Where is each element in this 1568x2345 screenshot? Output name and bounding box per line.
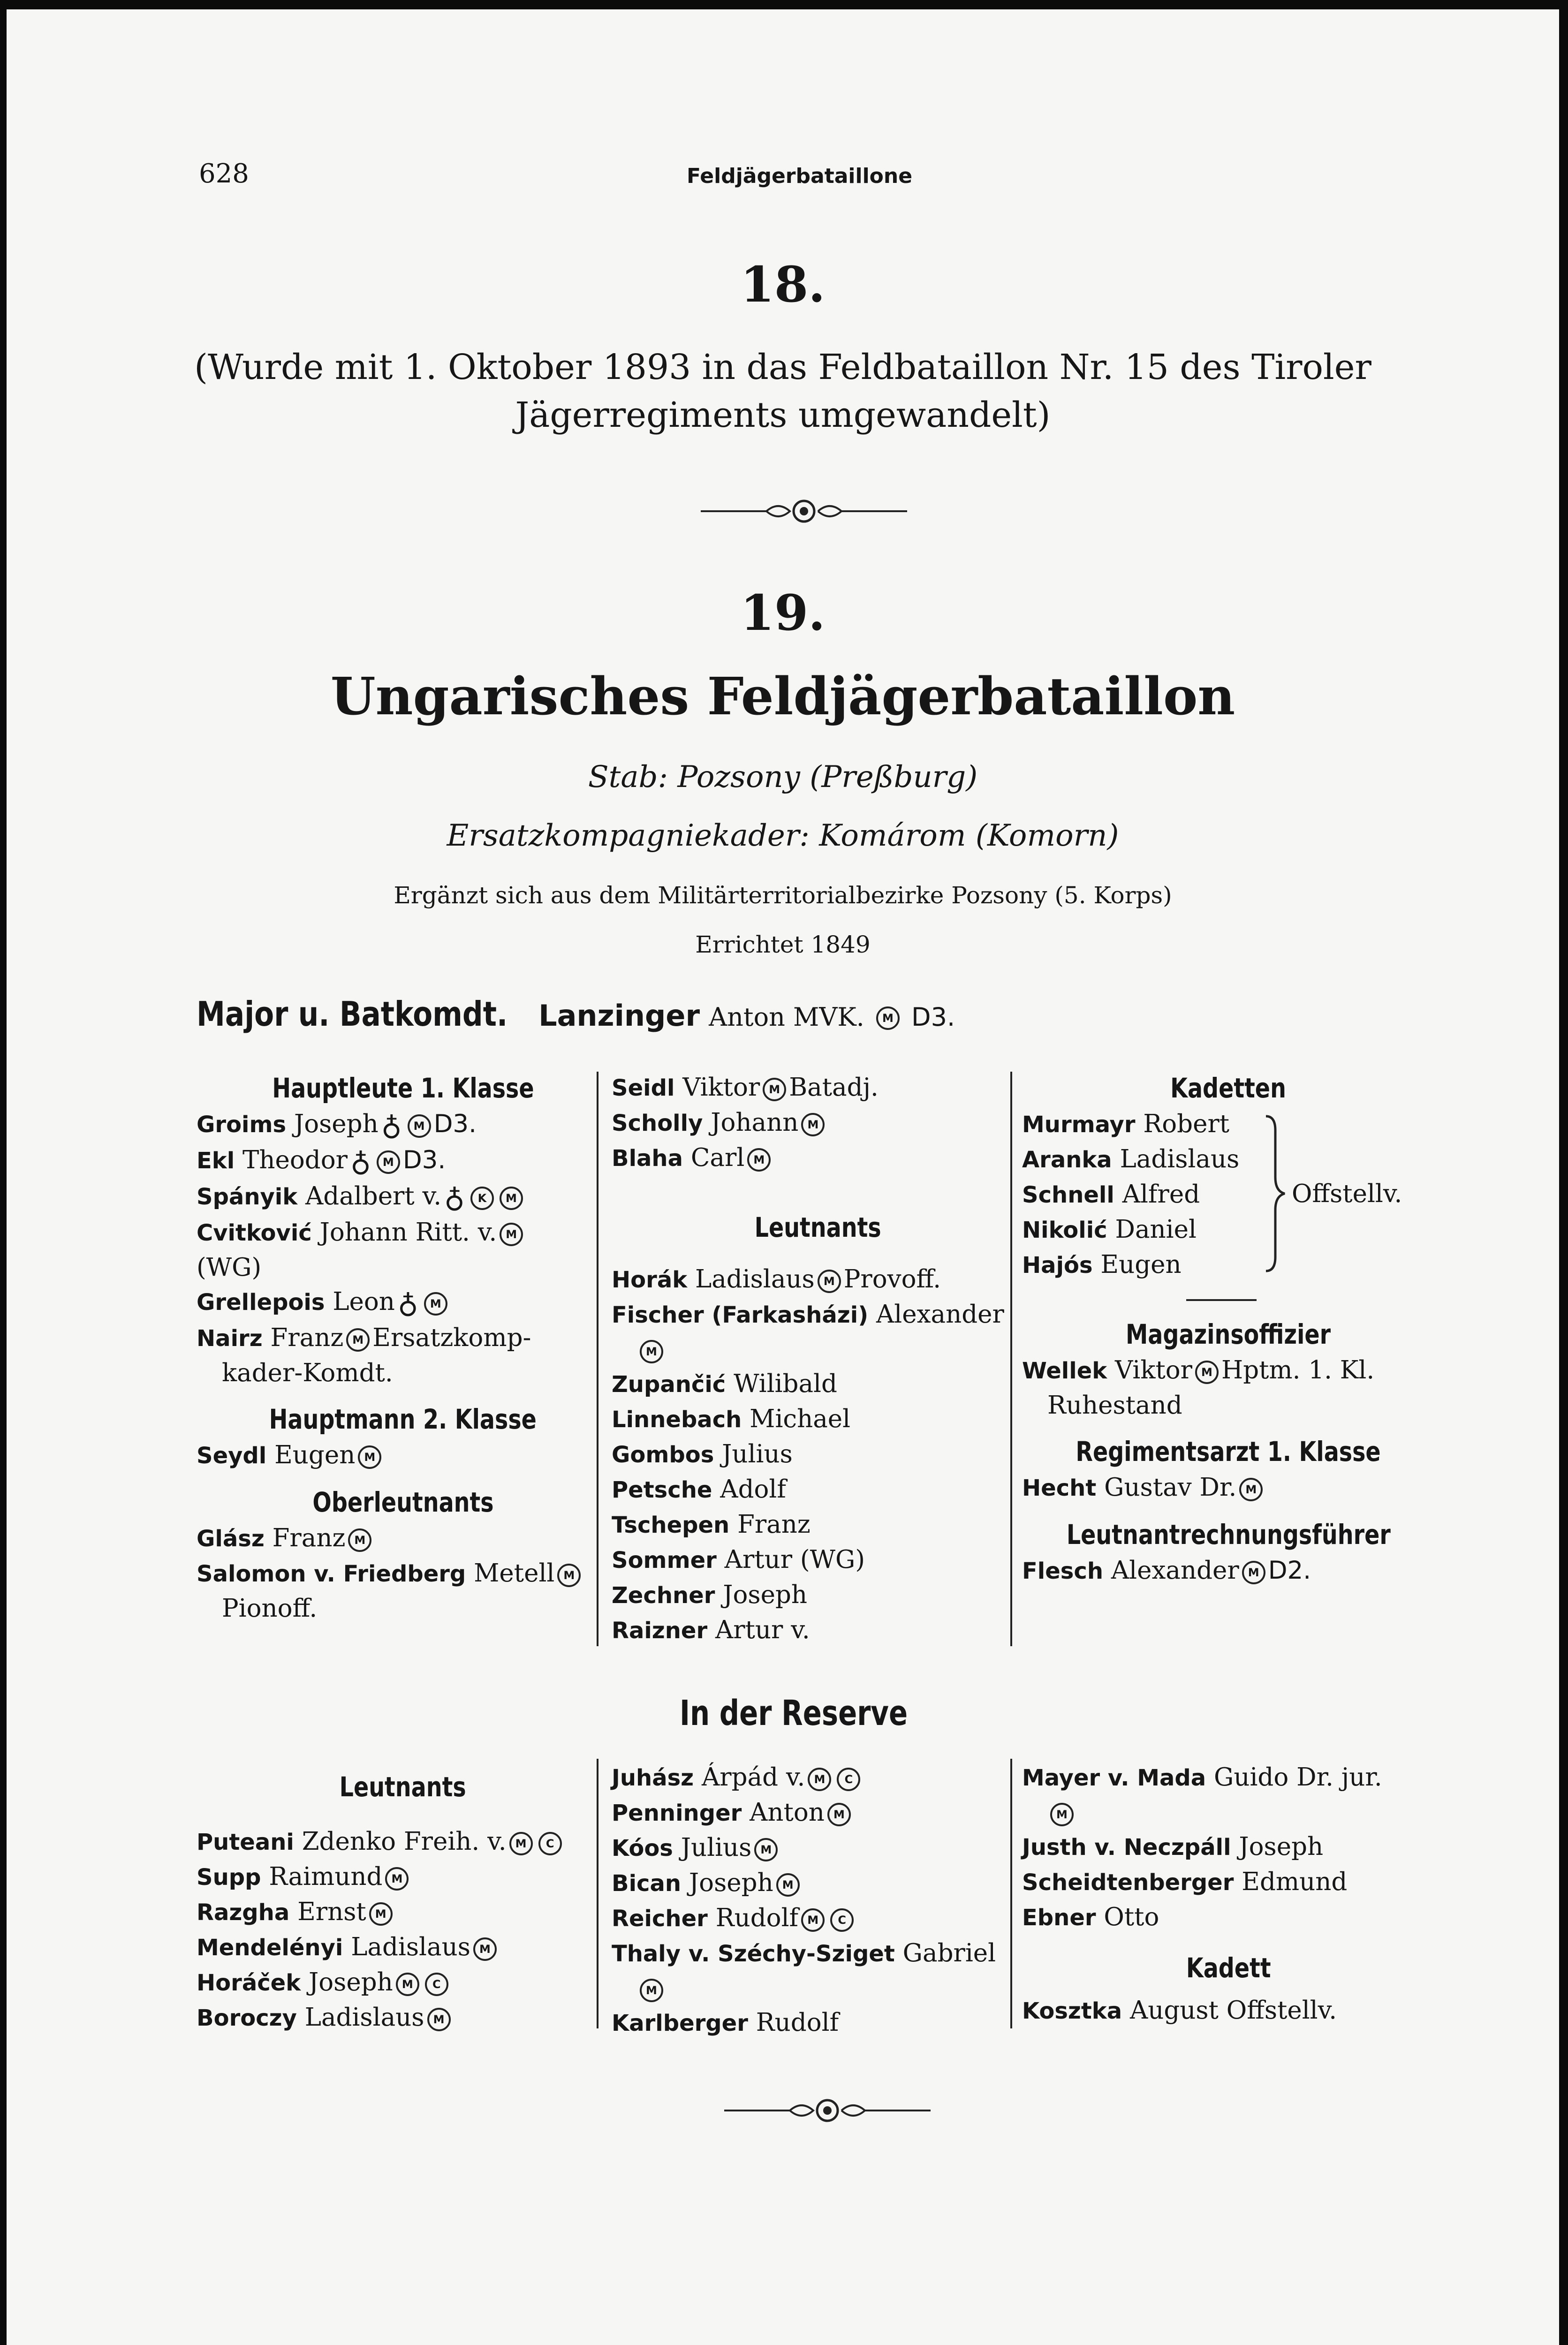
- list-item: Mayer v. Mada Guido Dr. jur.: [1022, 1763, 1382, 1792]
- cross-icon: ♁: [444, 1181, 465, 1214]
- list-item-continuation: [612, 1332, 1024, 1367]
- list-item: Blaha Carl M: [612, 1141, 1024, 1176]
- stab-line: Stab: Pozsony (Preßburg): [588, 760, 978, 794]
- list-item: Mendelényi Ladislaus M: [197, 1930, 609, 1965]
- list-item: Hajós Eugen: [1022, 1250, 1182, 1279]
- list-item: Puteani Zdenko Freih. v. M C: [197, 1824, 609, 1860]
- medal-icon: M: [876, 1006, 900, 1030]
- book-page: [7, 9, 1559, 2345]
- heading: Oberleutnants: [312, 1486, 494, 1518]
- medal-icon: M: [640, 1340, 663, 1363]
- section-19-title: Ungarisches Feldjägerbataillon: [330, 666, 1235, 726]
- list-item: Justh v. Neczpáll Joseph: [1022, 1832, 1324, 1861]
- reserve-column-3: [1022, 1760, 1435, 2028]
- medal-icon: M: [346, 1328, 370, 1352]
- medal-icon: M: [377, 1150, 400, 1174]
- list-item: Fischer (Farkasházi) Alexander: [612, 1300, 1004, 1329]
- list-item: Raizner Artur v.: [612, 1616, 810, 1644]
- section-18-note-line1: (Wurde mit 1. Oktober 1893 in das Feldbataillon Nr. 15 des Tiroler: [194, 347, 1371, 387]
- active-column-3: [1022, 1069, 1435, 1589]
- ornament-divider: [701, 497, 907, 525]
- medal-icon: M: [1195, 1361, 1219, 1384]
- ergaenzt-line: Ergänzt sich aus dem Militärterritorialbezirke Pozsony (5. Korps): [394, 882, 1172, 909]
- medal-icon: M: [473, 1937, 497, 1961]
- brace-note: Offstellv.: [1292, 1180, 1402, 1208]
- cross-icon: ♁: [381, 1109, 402, 1142]
- major-rest: Anton MVK.: [709, 1002, 864, 1032]
- list-item: Scholly Johann M: [612, 1105, 1024, 1141]
- list-item: Nikolić Daniel: [1022, 1215, 1197, 1244]
- c-badge-icon: C: [837, 1768, 860, 1791]
- medal-icon: M: [1239, 1478, 1263, 1501]
- medal-icon: M: [358, 1445, 381, 1469]
- list-item: Seydl Eugen M: [197, 1438, 609, 1473]
- list-item: Tschepen Franz: [612, 1510, 811, 1539]
- major-line: [197, 994, 955, 1034]
- reserve-column-2: [612, 1760, 1024, 2041]
- heading: Hauptleute 1. Klasse: [272, 1072, 534, 1104]
- list-item: Spányik Adalbert v. ♁ K M: [197, 1179, 609, 1215]
- list-item: Zechner Joseph: [612, 1581, 808, 1609]
- list-item: Ebner Otto: [1022, 1903, 1159, 1931]
- ornament-divider: [724, 2096, 931, 2125]
- heading: Leutnantrechnungsführer: [1066, 1519, 1391, 1551]
- c-badge-icon: C: [830, 1908, 854, 1932]
- list-item: Grellepois Leon ♁ M: [197, 1285, 609, 1321]
- medal-icon: M: [408, 1114, 431, 1138]
- medal-icon: M: [424, 1292, 447, 1316]
- section-18-note-line2: Jägerregiments umgewandelt): [515, 395, 1051, 435]
- list-item: Flesch Alexander M D2.: [1022, 1556, 1311, 1585]
- section-19-number: 19.: [740, 584, 826, 642]
- list-item: Groims Joseph ♁ M D3.: [197, 1109, 477, 1142]
- errichtet-line: Errichtet 1849: [695, 931, 871, 958]
- medal-icon: M: [500, 1187, 523, 1210]
- medal-icon: M: [747, 1148, 771, 1172]
- list-item: Petsche Adolf: [612, 1475, 786, 1504]
- list-item: Seidl Viktor M Batadj.: [612, 1073, 879, 1102]
- list-item: Karlberger Rudolf: [612, 2008, 839, 2037]
- medal-icon: M: [808, 1768, 831, 1791]
- medal-icon: M: [1050, 1803, 1074, 1826]
- heading: Kadett: [1186, 1952, 1271, 1984]
- list-item: Linnebach Michael: [612, 1405, 851, 1433]
- list-item: Cvitković Johann Ritt. v. M: [197, 1215, 609, 1250]
- medal-icon: M: [818, 1270, 841, 1293]
- section-18-number: 18.: [740, 256, 826, 313]
- page-number: 628: [199, 159, 249, 189]
- divider: [1186, 1299, 1257, 1301]
- medal-icon: M: [801, 1113, 825, 1136]
- list-item-continuation: [1022, 1795, 1435, 1830]
- ersatz-line: Ersatzkompagniekader: Komárom (Komorn): [447, 818, 1119, 853]
- c-badge-icon: C: [425, 1973, 448, 1996]
- k-badge-icon: K: [470, 1187, 494, 1210]
- list-item: Juhász Árpád v. M C: [612, 1760, 1024, 1795]
- list-item: Razgha Ernst M: [197, 1895, 609, 1930]
- list-item: Sommer Artur (WG): [612, 1545, 865, 1574]
- active-column-2: [612, 1070, 1024, 1648]
- heading: Regimentsarzt 1. Klasse: [1076, 1436, 1381, 1468]
- list-item: Wellek Viktor M Hptm. 1. Kl.: [1022, 1356, 1375, 1384]
- list-item: Reicher Rudolf M C: [612, 1901, 1024, 1936]
- list-item: Kosztka August Offstellv.: [1022, 1996, 1337, 2025]
- list-item: Murmayr Robert: [1022, 1110, 1230, 1138]
- list-item: Schnell Alfred: [1022, 1180, 1200, 1209]
- list-item: Salomon v. Friedberg Metell M: [197, 1556, 609, 1591]
- list-item: Ekl Theodor ♁ M D3.: [197, 1145, 446, 1178]
- medal-icon: M: [348, 1528, 371, 1552]
- cross-icon: ♁: [397, 1287, 418, 1320]
- medal-icon: M: [369, 1902, 393, 1926]
- list-item: Zupančić Wilibald: [612, 1369, 837, 1398]
- c-badge-icon: C: [538, 1832, 562, 1855]
- reserve-title: In der Reserve: [680, 1693, 908, 1733]
- list-item-continuation: Ruhestand: [1047, 1391, 1182, 1420]
- reserve-column-1: [197, 1763, 609, 2035]
- list-item: Nairz Franz M Ersatzkomp-: [197, 1324, 531, 1352]
- list-item: Horáček Joseph M C: [197, 1965, 609, 2000]
- medal-icon: M: [396, 1973, 419, 1996]
- medal-icon: M: [427, 2008, 451, 2031]
- active-column-1: [197, 1069, 609, 1626]
- list-item: Penninger Anton M: [612, 1795, 1024, 1831]
- heading: Hauptmann 2. Klasse: [269, 1403, 537, 1435]
- list-item: Supp Raimund M: [197, 1860, 609, 1895]
- list-item-continuation: Pionoff.: [222, 1594, 318, 1623]
- running-title: Feldjägerbataillone: [687, 164, 913, 188]
- medal-icon: M: [754, 1838, 778, 1861]
- heading: Leutnants: [754, 1211, 882, 1243]
- list-item: Glász Franz M: [197, 1521, 609, 1556]
- list-item: Kóos Julius M: [612, 1831, 1024, 1866]
- list-item: Gombos Julius: [612, 1440, 793, 1468]
- medal-icon: M: [827, 1803, 851, 1826]
- major-name: Lanzinger: [538, 999, 700, 1033]
- list-item: Boroczy Ladislaus M: [197, 2000, 609, 2035]
- list-item: Horák Ladislaus M Provoff.: [612, 1265, 941, 1294]
- medal-icon: M: [1242, 1561, 1265, 1584]
- major-label: Major u. Batkomdt.: [197, 994, 508, 1034]
- medal-icon: M: [509, 1832, 533, 1855]
- list-item: Aranka Ladislaus: [1022, 1145, 1240, 1173]
- list-item: Hecht Gustav Dr. M: [1022, 1470, 1435, 1505]
- list-item: Bican Joseph M: [612, 1866, 1024, 1901]
- list-item-continuation: kader-Komdt.: [222, 1359, 393, 1387]
- medal-icon: M: [776, 1873, 800, 1897]
- list-item-continuation: (WG): [197, 1253, 262, 1282]
- brace-icon: [1264, 1114, 1287, 1273]
- medal-icon: M: [801, 1908, 825, 1932]
- heading: Magazinsoffizier: [1126, 1318, 1331, 1350]
- heading: Kadetten: [1170, 1072, 1287, 1104]
- medal-icon: M: [385, 1867, 409, 1891]
- list-item: Thaly v. Széchy-Sziget Gabriel: [612, 1939, 996, 1967]
- major-end: D3.: [911, 1002, 955, 1032]
- medal-icon: M: [763, 1078, 786, 1101]
- heading: Leutnants: [339, 1771, 467, 1803]
- medal-icon: M: [500, 1223, 523, 1246]
- list-item-continuation: [612, 1971, 1024, 2005]
- list-item: Scheidtenberger Edmund: [1022, 1868, 1348, 1896]
- medal-icon: M: [640, 1979, 663, 2002]
- medal-icon: M: [557, 1564, 581, 1587]
- cross-icon: ♁: [350, 1145, 371, 1178]
